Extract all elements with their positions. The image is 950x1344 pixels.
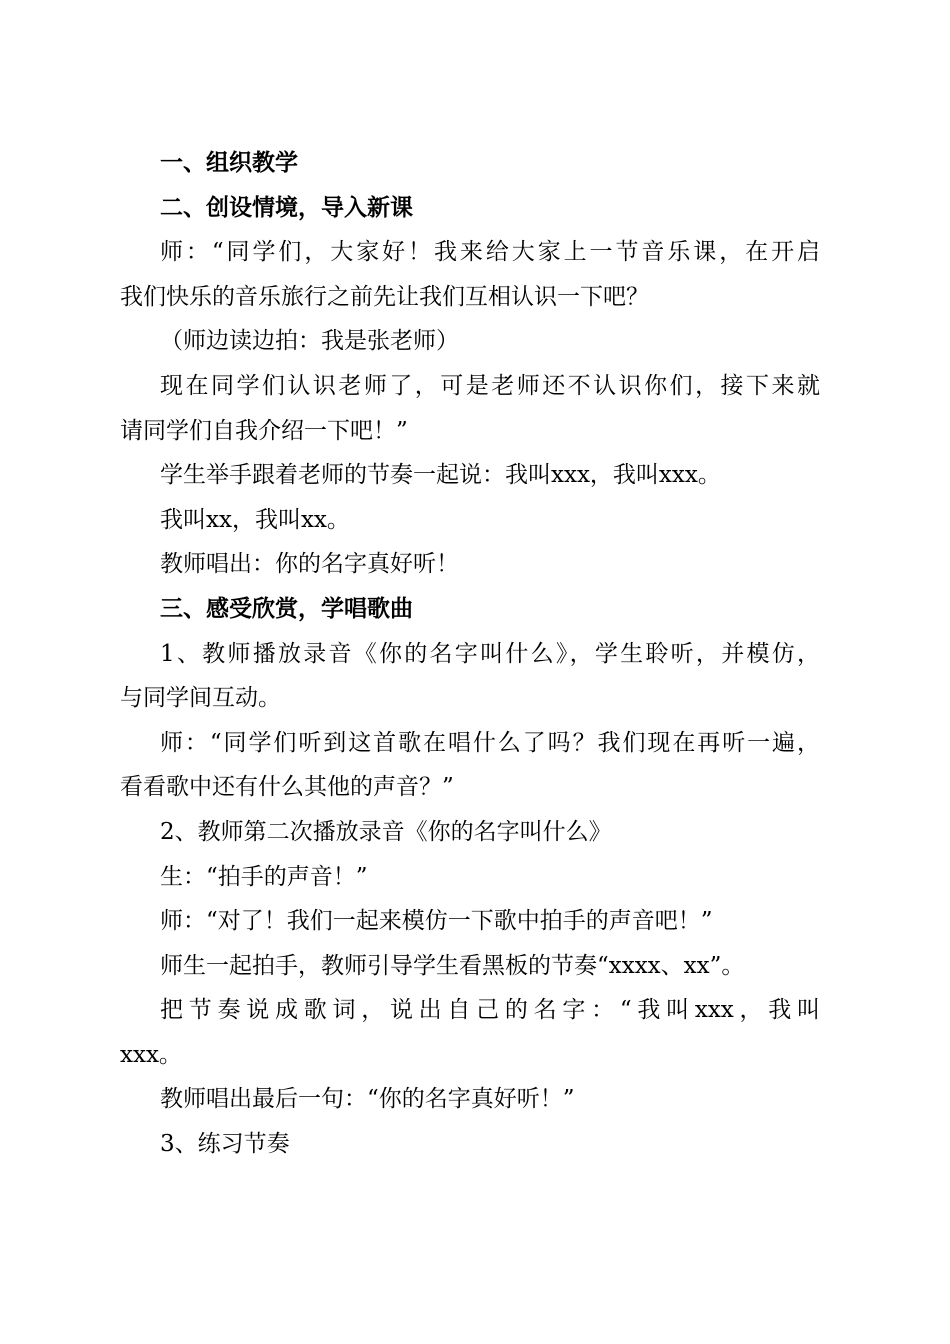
text-line: 我们快乐的音乐旅行之前先让我们互相认识一下吧？ [120, 283, 649, 310]
document-page [120, 141, 820, 1167]
text-line: 把节奏说成歌词，说出自己的名字：“我叫xxx，我叫 [160, 997, 820, 1024]
text-line: 与同学间互动。 [120, 685, 281, 712]
section-heading: 二、创设情境，导入新课 [160, 193, 413, 221]
text-line: xxx。 [120, 1041, 182, 1068]
text-line: 师：“同学们，大家好！我来给大家上一节音乐课，在开启 [160, 239, 820, 266]
text-line: （师边读边拍：我是张老师） [160, 328, 459, 355]
text-line: 现在同学们认识老师了，可是老师还不认识你们，接下来就 [160, 372, 820, 399]
text-line: 3、练习节奏 [160, 1131, 290, 1158]
section-heading: 一、组织教学 [160, 149, 298, 176]
text-line: 教师唱出：你的名字真好听！ [160, 551, 459, 578]
text-line: 生：“拍手的声音！” [160, 863, 368, 890]
text-line: 教师唱出最后一句：“你的名字真好听！” [160, 1086, 575, 1113]
section-heading: 三、感受欣赏，学唱歌曲 [160, 594, 413, 622]
text-line: 我叫xx，我叫xx。 [160, 506, 350, 533]
text-line: 看看歌中还有什么其他的声音？” [120, 774, 454, 801]
text-line: 学生举手跟着老师的节奏一起说：我叫xxx，我叫xxx。 [160, 462, 721, 489]
text-line: 请同学们自我介绍一下吧！” [120, 417, 408, 444]
text-line: 师：“对了！我们一起来模仿一下歌中拍手的声音吧！” [160, 908, 713, 935]
text-line: 1、教师播放录音《你的名字叫什么》，学生聆听，并模仿， [160, 640, 820, 667]
text-line: 师：“同学们听到这首歌在唱什么了吗？我们现在再听一遍， [160, 729, 820, 756]
text-line: 师生一起拍手，教师引导学生看黑板的节奏“xxxx、xx”。 [160, 952, 745, 979]
text-line: 2、教师第二次播放录音《你的名字叫什么》 [160, 818, 612, 845]
